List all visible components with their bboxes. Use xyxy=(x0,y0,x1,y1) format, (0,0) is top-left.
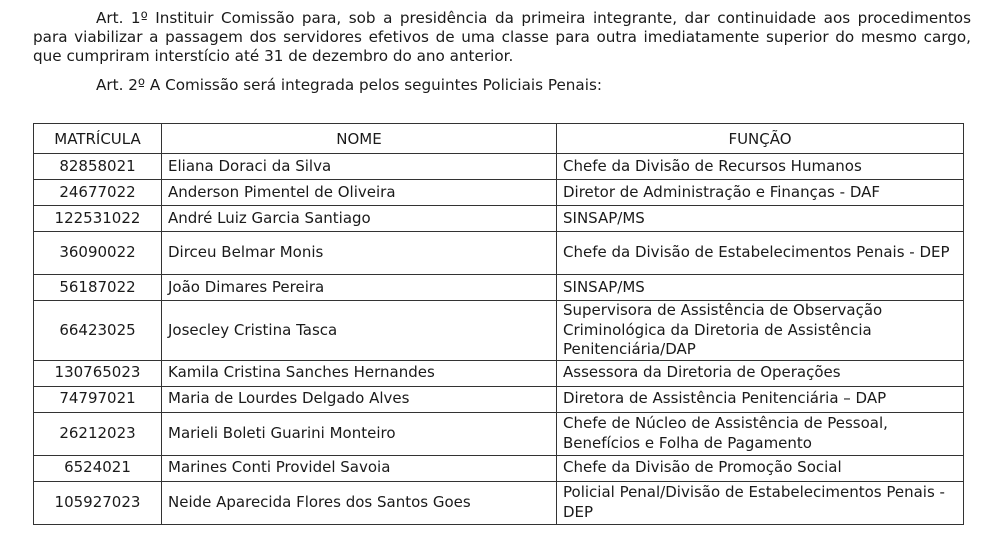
cell-matricula: 130765023 xyxy=(34,360,162,386)
cell-funcao: Chefe de Núcleo de Assistência de Pessoal, Benefícios e Folha de Pagamento xyxy=(557,412,964,455)
header-nome: NOME xyxy=(162,124,557,154)
cell-funcao: Diretor de Administração e Finanças - DAF xyxy=(557,180,964,206)
table-row xyxy=(34,360,964,386)
table-row xyxy=(34,275,964,301)
cell-funcao: SINSAP/MS xyxy=(557,206,964,232)
table-row xyxy=(34,412,964,455)
table-row xyxy=(34,232,964,275)
cell-nome: Anderson Pimentel de Oliveira xyxy=(162,180,557,206)
table-body xyxy=(34,154,964,525)
table-row xyxy=(34,455,964,481)
table-row xyxy=(34,206,964,232)
article-1-paragraph: Art. 1º Instituir Comissão para, sob a presidência da primeira integrante, dar continuidade aos procedimentos para viabilizar a passagem dos servidores efetivos de uma classe para outra imediatamente superior do mesmo cargo, que cumpriram interstício até 31 de dezembro do ano anterior. xyxy=(33,9,971,65)
cell-matricula: 74797021 xyxy=(34,386,162,412)
cell-nome: Josecley Cristina Tasca xyxy=(162,301,557,361)
header-row xyxy=(34,124,964,154)
header-funcao: FUNÇÃO xyxy=(557,124,964,154)
cell-funcao: Policial Penal/Divisão de Estabelecimentos Penais - DEP xyxy=(557,481,964,524)
table-header xyxy=(34,124,964,154)
commission-members-table xyxy=(33,123,964,525)
table-row xyxy=(34,180,964,206)
cell-nome: Eliana Doraci da Silva xyxy=(162,154,557,180)
cell-nome: Neide Aparecida Flores dos Santos Goes xyxy=(162,481,557,524)
cell-matricula: 66423025 xyxy=(34,301,162,361)
cell-matricula: 82858021 xyxy=(34,154,162,180)
cell-funcao: Diretora de Assistência Penitenciária – DAP xyxy=(557,386,964,412)
cell-funcao: Chefe da Divisão de Estabelecimentos Penais - DEP xyxy=(557,232,964,275)
cell-funcao: Assessora da Diretoria de Operações xyxy=(557,360,964,386)
cell-nome: Dirceu Belmar Monis xyxy=(162,232,557,275)
table-row xyxy=(34,301,964,361)
cell-nome: André Luiz Garcia Santiago xyxy=(162,206,557,232)
table-row xyxy=(34,481,964,524)
table-row xyxy=(34,386,964,412)
cell-nome: Maria de Lourdes Delgado Alves xyxy=(162,386,557,412)
cell-funcao: Chefe da Divisão de Promoção Social xyxy=(557,455,964,481)
cell-funcao: Supervisora de Assistência de Observação Criminológica da Diretoria de Assistência Penitenciária/DAP xyxy=(557,301,964,361)
cell-matricula: 56187022 xyxy=(34,275,162,301)
cell-nome: João Dimares Pereira xyxy=(162,275,557,301)
cell-matricula: 6524021 xyxy=(34,455,162,481)
cell-matricula: 36090022 xyxy=(34,232,162,275)
cell-matricula: 105927023 xyxy=(34,481,162,524)
header-matricula: MATRÍCULA xyxy=(34,124,162,154)
cell-funcao: Chefe da Divisão de Recursos Humanos xyxy=(557,154,964,180)
cell-nome: Kamila Cristina Sanches Hernandes xyxy=(162,360,557,386)
cell-matricula: 26212023 xyxy=(34,412,162,455)
cell-nome: Marieli Boleti Guarini Monteiro xyxy=(162,412,557,455)
table-row xyxy=(34,154,964,180)
cell-nome: Marines Conti Providel Savoia xyxy=(162,455,557,481)
article-2-paragraph: Art. 2º A Comissão será integrada pelos seguintes Policiais Penais: xyxy=(96,76,602,94)
cell-funcao: SINSAP/MS xyxy=(557,275,964,301)
cell-matricula: 122531022 xyxy=(34,206,162,232)
cell-matricula: 24677022 xyxy=(34,180,162,206)
